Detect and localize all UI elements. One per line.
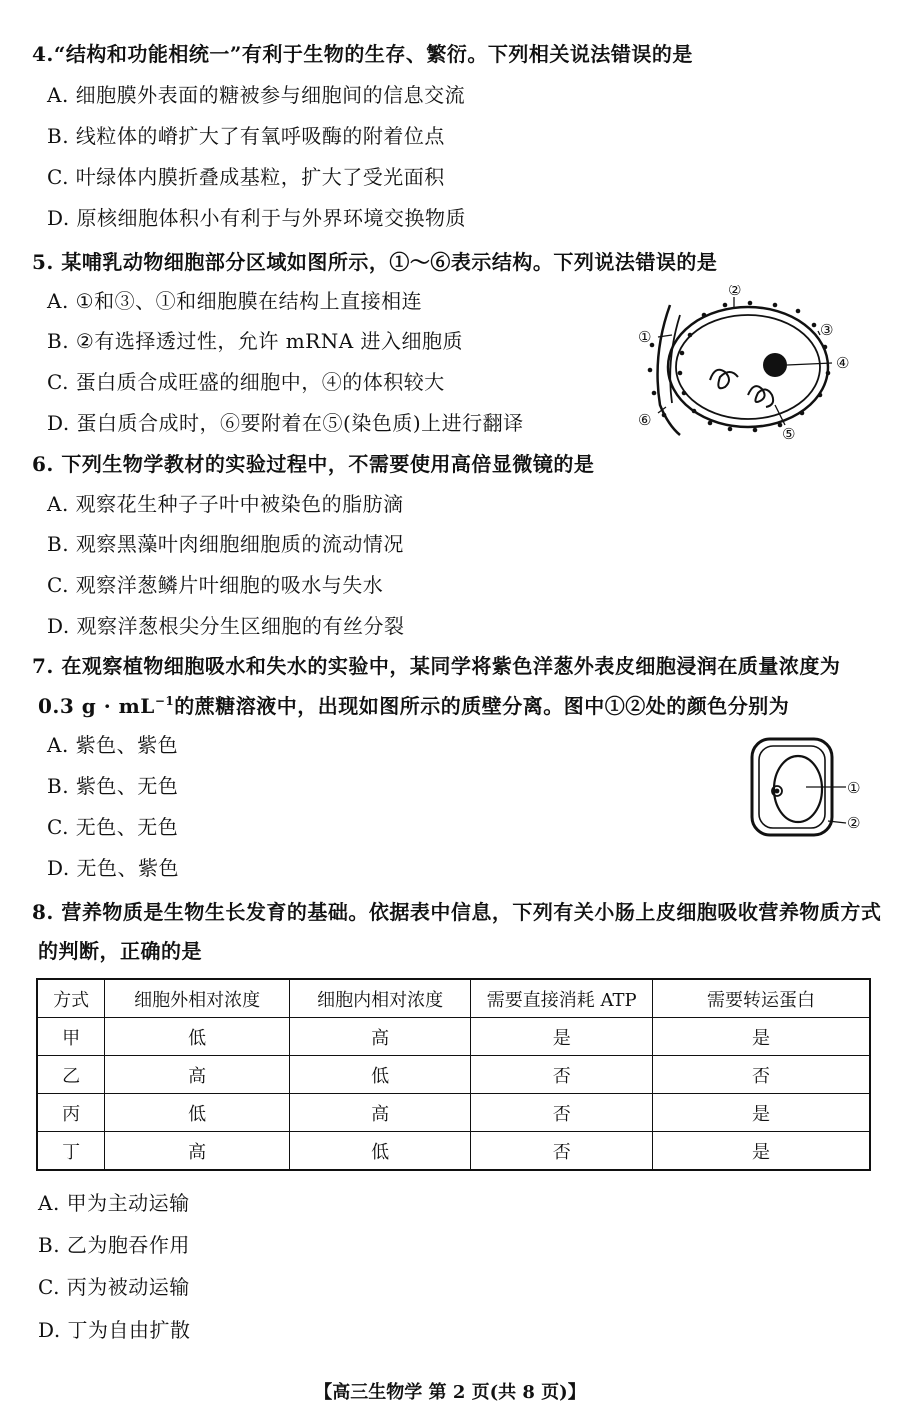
table-cell: 是 bbox=[653, 1094, 870, 1132]
q8-option-d: D. 丁为自由扩散 bbox=[38, 1318, 191, 1342]
q7-plasmolysis-figure bbox=[748, 735, 868, 840]
q6-option-c: C. 观察洋葱鳞片叶细胞的吸水与失水 bbox=[47, 573, 384, 597]
table-cell: 高 bbox=[105, 1056, 290, 1094]
q8-stem-line2: 的判断，正确的是 bbox=[38, 939, 202, 963]
table-cell: 低 bbox=[289, 1132, 471, 1171]
q4-option-d: D. 原核细胞体积小有利于与外界环境交换物质 bbox=[47, 206, 467, 230]
table-cell: 乙 bbox=[37, 1056, 105, 1094]
q8-option-b: B. 乙为胞吞作用 bbox=[38, 1233, 190, 1257]
q5-label-1: ① bbox=[638, 328, 652, 346]
table-row bbox=[37, 1132, 870, 1171]
q5-stem: 5. 某哺乳动物细胞部分区域如图所示，①～⑥表示结构。下列说法错误的是 bbox=[32, 250, 718, 274]
q5-label-5: ⑤ bbox=[782, 425, 796, 443]
table-header-row bbox=[37, 979, 870, 1018]
table-header: 细胞外相对浓度 bbox=[105, 979, 290, 1018]
table-cell: 甲 bbox=[37, 1018, 105, 1056]
q4-option-a: A. 细胞膜外表面的糖被参与细胞间的信息交流 bbox=[47, 83, 466, 107]
table-header: 方式 bbox=[37, 979, 105, 1018]
table-cell: 否 bbox=[653, 1056, 870, 1094]
table-cell: 高 bbox=[289, 1018, 471, 1056]
table-header: 需要转运蛋白 bbox=[653, 979, 870, 1018]
q7-stem-line1: 7. 在观察植物细胞吸水和失水的实验中，某同学将紫色洋葱外表皮细胞浸润在质量浓度为 bbox=[32, 654, 841, 678]
table-header: 细胞内相对浓度 bbox=[289, 979, 471, 1018]
table-cell: 丁 bbox=[37, 1132, 105, 1171]
q5-label-4: ④ bbox=[836, 354, 850, 372]
table-cell: 否 bbox=[471, 1094, 653, 1132]
q8-option-a: A. 甲为主动运输 bbox=[38, 1191, 190, 1215]
q7-label-2: ② bbox=[847, 814, 861, 832]
q7-option-a: A. 紫色、紫色 bbox=[47, 733, 179, 757]
table-row bbox=[37, 1094, 870, 1132]
table-cell: 否 bbox=[471, 1056, 653, 1094]
table-cell: 低 bbox=[105, 1094, 290, 1132]
q5-option-d: D. 蛋白质合成时，⑥要附着在⑤(染色质)上进行翻译 bbox=[47, 411, 524, 435]
q7-label-1: ① bbox=[847, 779, 861, 797]
nucleolus bbox=[763, 353, 787, 377]
q5-option-a: A. ①和③、①和细胞膜在结构上直接相连 bbox=[47, 289, 423, 313]
table-cell: 是 bbox=[653, 1018, 870, 1056]
table-cell: 高 bbox=[289, 1094, 471, 1132]
table-row bbox=[37, 1056, 870, 1094]
q5-cell-figure bbox=[630, 285, 860, 445]
q8-stem-line1: 8. 营养物质是生物生长发育的基础。依据表中信息，下列有关小肠上皮细胞吸收营养物质方式 bbox=[32, 900, 882, 924]
q6-option-a: A. 观察花生种子子叶中被染色的脂肪滴 bbox=[47, 492, 404, 516]
q6-option-d: D. 观察洋葱根尖分生区细胞的有丝分裂 bbox=[47, 614, 405, 638]
q4-option-c: C. 叶绿体内膜折叠成基粒，扩大了受光面积 bbox=[47, 165, 445, 189]
table-cell: 是 bbox=[471, 1018, 653, 1056]
q5-label-6: ⑥ bbox=[638, 411, 652, 429]
q5-label-2: ② bbox=[728, 285, 742, 299]
table-cell: 否 bbox=[471, 1132, 653, 1171]
q7-option-d: D. 无色、紫色 bbox=[47, 856, 180, 880]
q4-stem: 4.“结构和功能相统一”有利于生物的生存、繁衍。下列相关说法错误的是 bbox=[32, 42, 693, 66]
page-footer: 【高三生物学 第 2 页(共 8 页)】 bbox=[314, 1382, 586, 1403]
table-cell: 丙 bbox=[37, 1094, 105, 1132]
q7-stem-line2: 0.3 $g \cdot mL^{-1}$的蔗糖溶液中，出现如图所示的质壁分离。图中①②处的颜色分别为 bbox=[38, 694, 790, 718]
q4-option-b: B. 线粒体的嵴扩大了有氧呼吸酶的附着位点 bbox=[47, 124, 445, 148]
table-cell: 低 bbox=[289, 1056, 471, 1094]
q7-option-b: B. 紫色、无色 bbox=[47, 774, 179, 798]
table-cell: 高 bbox=[105, 1132, 290, 1171]
table-cell: 低 bbox=[105, 1018, 290, 1056]
q8-table bbox=[36, 978, 871, 1171]
q7-option-c: C. 无色、无色 bbox=[47, 815, 179, 839]
q6-stem: 6. 下列生物学教材的实验过程中，不需要使用高倍显微镜的是 bbox=[32, 452, 595, 476]
table-row bbox=[37, 1018, 870, 1056]
table-header: 需要直接消耗 ATP bbox=[471, 979, 653, 1018]
q5-label-3: ③ bbox=[820, 321, 834, 339]
q8-option-c: C. 丙为被动运输 bbox=[38, 1275, 190, 1299]
q5-option-b: B. ②有选择透过性，允许 mRNA 进入细胞质 bbox=[47, 329, 464, 353]
q5-option-c: C. 蛋白质合成旺盛的细胞中，④的体积较大 bbox=[47, 370, 445, 394]
q6-option-b: B. 观察黑藻叶肉细胞细胞质的流动情况 bbox=[47, 532, 404, 556]
table-cell: 是 bbox=[653, 1132, 870, 1171]
